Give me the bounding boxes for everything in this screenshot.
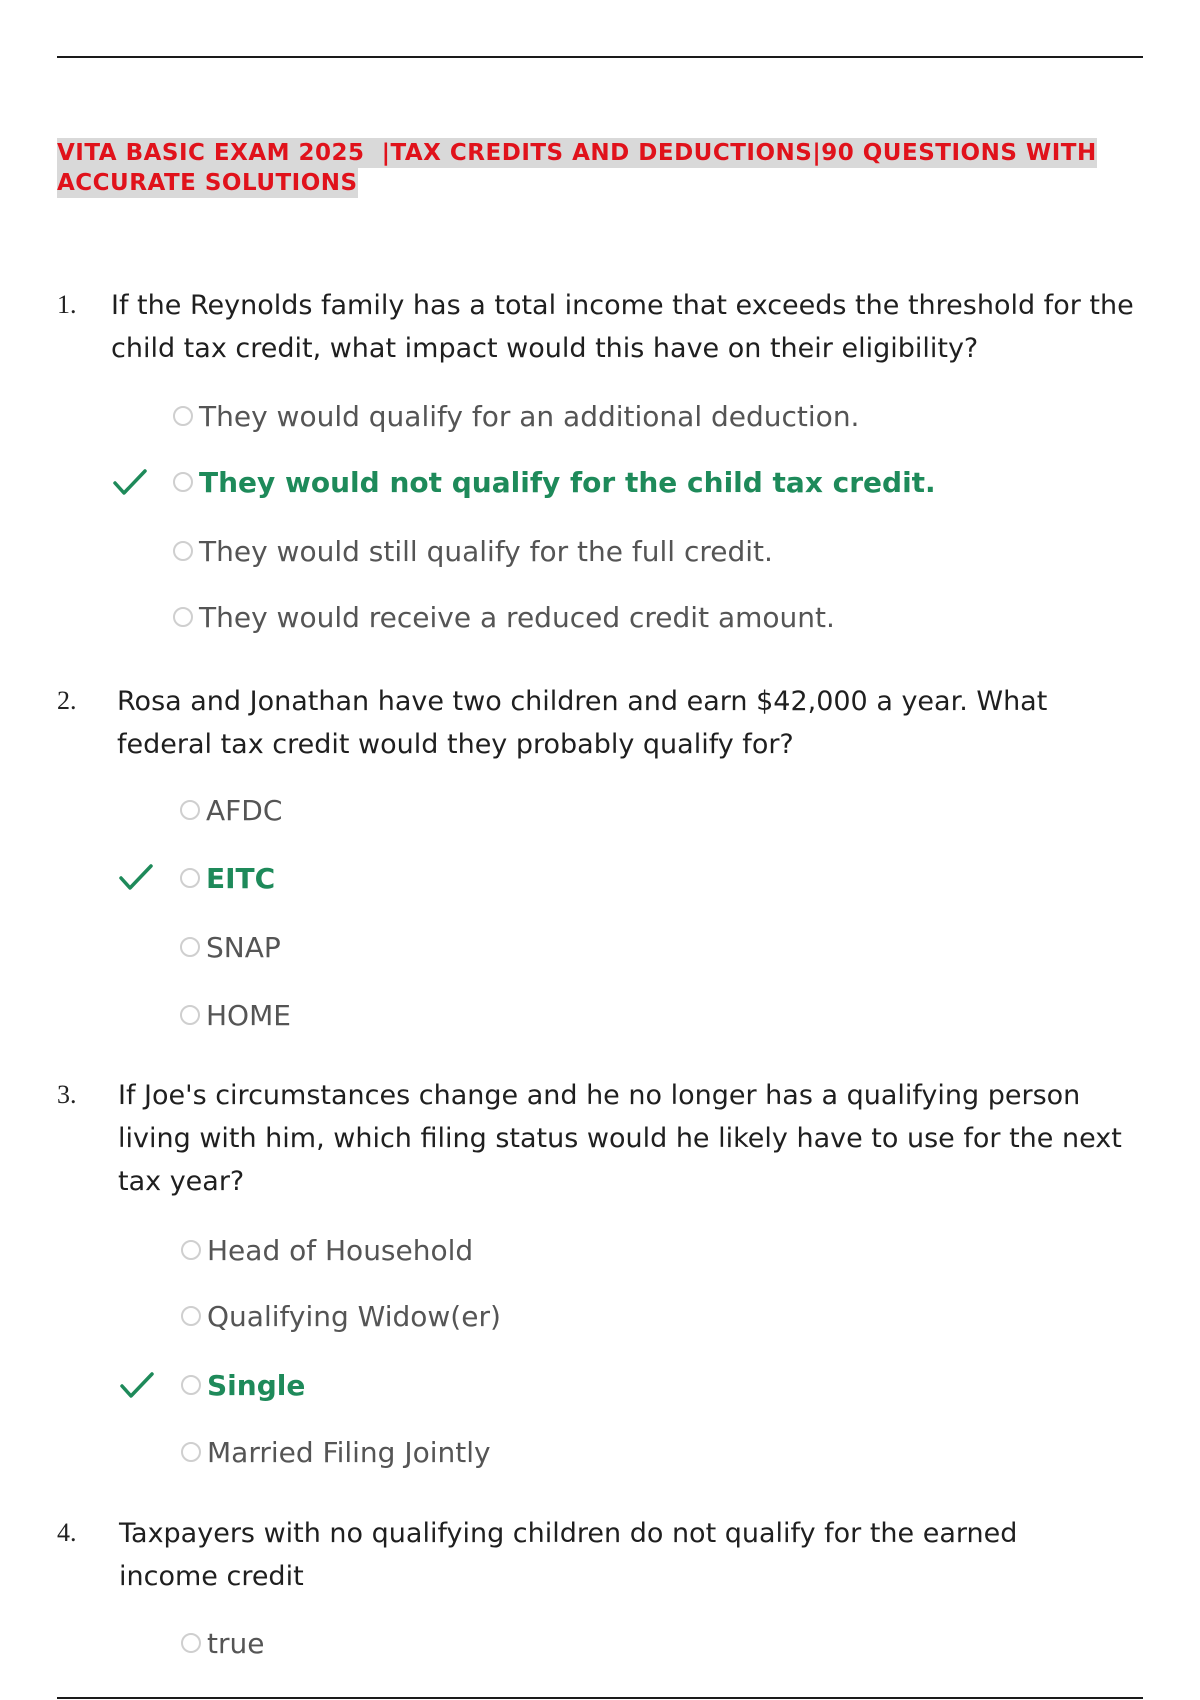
option-q1-c[interactable] xyxy=(173,531,773,571)
check-icon xyxy=(119,1370,155,1400)
radio-icon[interactable] xyxy=(180,937,200,957)
bottom-rule xyxy=(57,1697,1143,1699)
option-q3-a[interactable] xyxy=(181,1230,473,1270)
title-line-2: ACCURATE SOLUTIONS xyxy=(57,170,358,196)
question-text: If Joe's circumstances change and he no longer has a qualifying person living with him, which filing status would he likely have to use for the next tax year? xyxy=(118,1080,1122,1197)
radio-icon[interactable] xyxy=(180,868,200,888)
option-label: AFDC xyxy=(206,793,283,827)
option-q1-a[interactable] xyxy=(173,396,859,436)
title-line-1: VITA BASIC EXAM 2025 |TAX CREDITS AND DEDUCTIONS|90 QUESTIONS WITH xyxy=(57,140,1097,166)
option-q3-d[interactable] xyxy=(181,1432,491,1472)
radio-icon[interactable] xyxy=(173,472,193,492)
check-icon xyxy=(118,862,154,892)
option-label: They would receive a reduced credit amount. xyxy=(199,600,835,634)
option-q1-d[interactable] xyxy=(173,597,835,637)
option-label-correct: They would not qualify for the child tax credit. xyxy=(199,465,936,499)
question-number: 2. xyxy=(57,686,77,715)
option-q2-a[interactable] xyxy=(180,790,282,830)
option-label-correct: EITC xyxy=(206,861,276,895)
check-icon xyxy=(112,467,148,497)
radio-icon[interactable] xyxy=(180,800,200,820)
option-label: Married Filing Jointly xyxy=(207,1435,491,1469)
top-rule xyxy=(57,56,1143,58)
option-label: Qualifying Widow(er) xyxy=(207,1299,501,1333)
radio-icon[interactable] xyxy=(173,607,193,627)
option-q4-a[interactable] xyxy=(181,1623,264,1663)
option-label: HOME xyxy=(206,998,291,1032)
option-label: true xyxy=(207,1626,265,1660)
option-label: They would qualify for an additional deduction. xyxy=(199,399,860,433)
document-title xyxy=(57,138,1167,198)
option-label: Head of Household xyxy=(207,1233,474,1267)
option-q2-c[interactable] xyxy=(180,927,281,967)
question-number: 3. xyxy=(57,1080,77,1109)
radio-icon[interactable] xyxy=(181,1442,201,1462)
option-label-correct: Single xyxy=(207,1368,306,1402)
radio-icon[interactable] xyxy=(181,1633,201,1653)
option-q1-b[interactable] xyxy=(173,462,936,502)
radio-icon[interactable] xyxy=(181,1240,201,1260)
question-number: 1. xyxy=(57,290,77,319)
option-label: SNAP xyxy=(206,930,281,964)
radio-icon[interactable] xyxy=(173,406,193,426)
radio-icon[interactable] xyxy=(181,1306,201,1326)
option-q3-c[interactable] xyxy=(181,1365,305,1405)
question-text: Rosa and Jonathan have two children and earn $42,000 a year. What federal tax credit would they probably qualify for? xyxy=(117,686,1048,760)
radio-icon[interactable] xyxy=(180,1005,200,1025)
question-text: Taxpayers with no qualifying children do not qualify for the earned income credit xyxy=(119,1518,1018,1592)
option-q3-b[interactable] xyxy=(181,1296,501,1336)
radio-icon[interactable] xyxy=(181,1375,201,1395)
option-q2-d[interactable] xyxy=(180,995,291,1035)
radio-icon[interactable] xyxy=(173,541,193,561)
question-number: 4. xyxy=(57,1518,77,1547)
question-text: If the Reynolds family has a total income that exceeds the threshold for the child tax credit, what impact would this have on their eligibility? xyxy=(111,290,1134,364)
option-q2-b[interactable] xyxy=(180,858,275,898)
option-label: They would still qualify for the full credit. xyxy=(199,534,773,568)
